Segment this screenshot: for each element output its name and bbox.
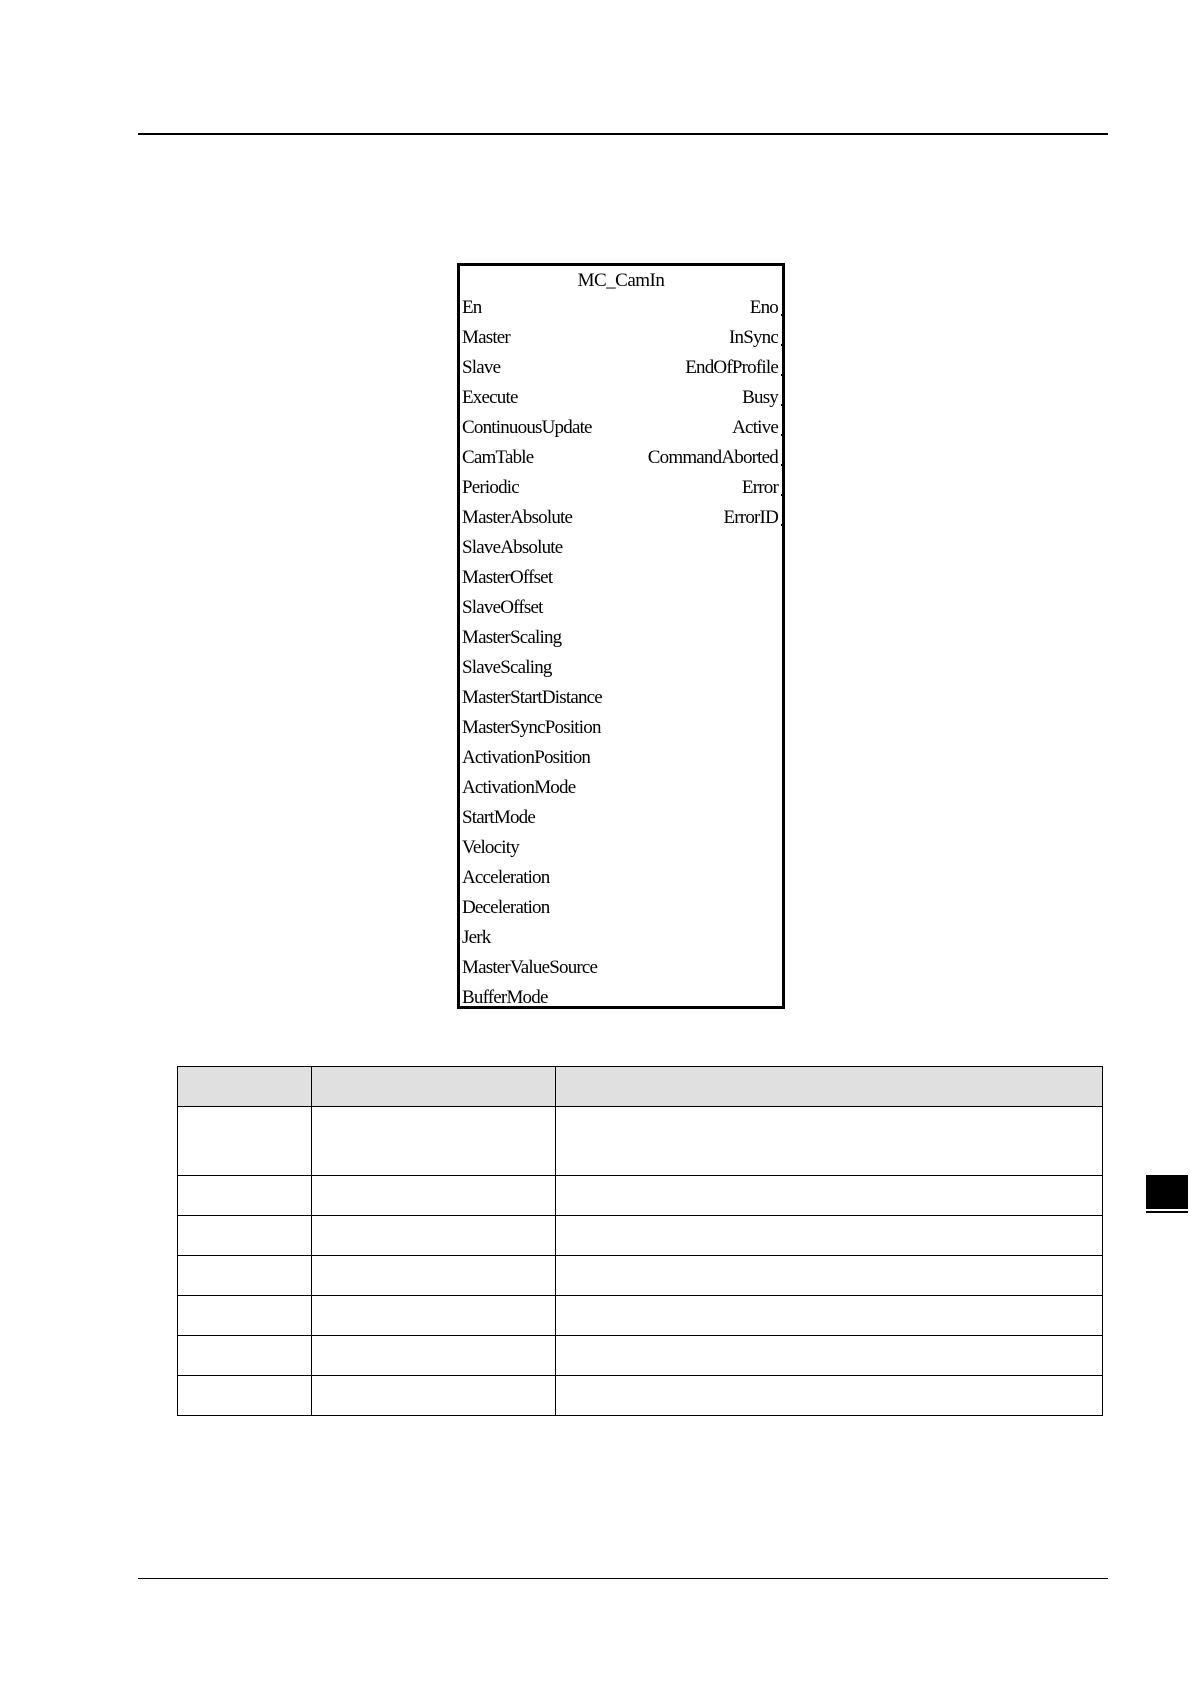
input-pin: ActivationMode: [462, 777, 576, 798]
table-cell: [311, 1216, 555, 1256]
table-cell: [555, 1336, 1102, 1376]
table-cell: [178, 1256, 312, 1296]
output-pin: Busy: [648, 383, 780, 413]
table-row: [178, 1176, 1103, 1216]
input-pin: MasterSyncPosition: [462, 717, 601, 738]
table-cell: [178, 1107, 312, 1176]
table-cell: [178, 1216, 312, 1256]
table-row: [178, 1336, 1103, 1376]
input-pin: SlaveAbsolute: [462, 537, 563, 558]
output-pin: ErrorID: [648, 503, 780, 533]
output-pin: Active: [648, 413, 780, 443]
output-pin: CommandAborted: [648, 443, 780, 473]
output-pin: Eno: [648, 293, 780, 323]
table-row: [178, 1296, 1103, 1336]
input-pin: StartMode: [462, 807, 536, 828]
table-row: [178, 1256, 1103, 1296]
input-pin: Execute: [462, 387, 518, 408]
table-row: [178, 1216, 1103, 1256]
table-cell: [311, 1256, 555, 1296]
function-block-title: MC_CamIn: [577, 270, 665, 291]
table-cell: [178, 1296, 312, 1336]
function-block-diagram: [457, 263, 785, 1009]
input-pin: Deceleration: [462, 897, 550, 918]
table-cell: [555, 1216, 1102, 1256]
table-cell: [555, 1176, 1102, 1216]
table-cell: [311, 1176, 555, 1216]
table-cell: [311, 1296, 555, 1336]
table-cell: [555, 1107, 1102, 1176]
table-cell: [178, 1176, 312, 1216]
input-pin: Jerk: [462, 927, 491, 948]
table-cell: [311, 1107, 555, 1176]
header-cell: [311, 1067, 555, 1107]
input-pins: [462, 293, 602, 1013]
table-header-row: [178, 1067, 1103, 1107]
input-pin: BufferMode: [462, 987, 548, 1008]
table-cell: [555, 1256, 1102, 1296]
output-pin: Error: [648, 473, 780, 503]
parameter-table: [177, 1066, 1103, 1416]
input-pin: SlaveScaling: [462, 657, 552, 678]
input-pin: Slave: [462, 357, 501, 378]
chapter-tab-marker: [1146, 1175, 1188, 1209]
table-cell: [555, 1376, 1102, 1416]
input-pin: MasterValueSource: [462, 957, 598, 978]
header-cell: [178, 1067, 312, 1107]
input-pin: SlaveOffset: [462, 597, 543, 618]
table-row: [178, 1376, 1103, 1416]
input-pin: Periodic: [462, 477, 519, 498]
input-pin: MasterOffset: [462, 567, 553, 588]
input-pin: En: [462, 297, 482, 318]
table-cell: [311, 1376, 555, 1416]
input-pin: CamTable: [462, 447, 534, 468]
input-pin: Acceleration: [462, 867, 550, 888]
input-pin: Master: [462, 327, 510, 348]
footer-rule: [138, 1578, 1108, 1579]
header-cell: [555, 1067, 1102, 1107]
input-pin: MasterScaling: [462, 627, 562, 648]
output-pin: EndOfProfile: [648, 353, 780, 383]
input-pin: ActivationPosition: [462, 747, 591, 768]
input-pin: Velocity: [462, 837, 519, 858]
table-cell: [178, 1376, 312, 1416]
table-cell: [178, 1336, 312, 1376]
output-pin: InSync: [648, 323, 780, 353]
table-row: [178, 1107, 1103, 1176]
input-pin: MasterStartDistance: [462, 687, 602, 708]
table-cell: [555, 1296, 1102, 1336]
input-pin: MasterAbsolute: [462, 507, 573, 528]
chapter-tab-underline: [1146, 1211, 1188, 1213]
header-rule: [138, 133, 1108, 135]
table-cell: [311, 1336, 555, 1376]
output-pins: [648, 293, 780, 533]
input-pin: ContinuousUpdate: [462, 417, 592, 438]
